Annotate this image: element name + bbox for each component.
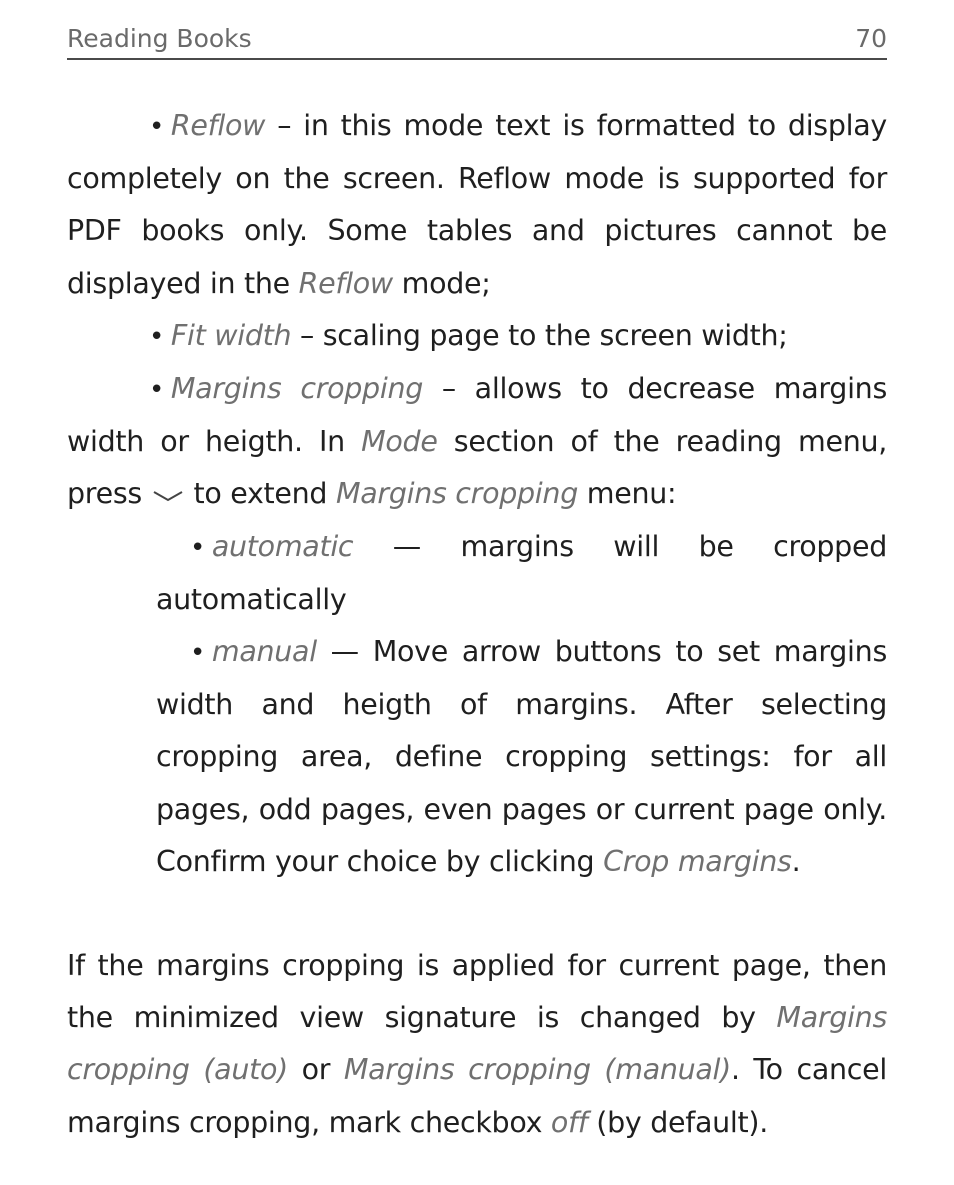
margins-text-2: section of the reading menu, press <box>67 425 888 511</box>
manual-text-end: . <box>791 844 801 878</box>
chevron-down-icon <box>151 485 185 505</box>
automatic-text: — margins will be cropped automatically <box>156 529 887 616</box>
bullet: • <box>190 532 206 563</box>
list-item-reflow <box>67 100 887 310</box>
margins-text-1: – allows to decrease margins width or heigth. In <box>67 372 887 459</box>
manual-page <box>67 0 887 1185</box>
term-margins-cropping: Margins cropping <box>170 372 424 406</box>
bullet: • <box>190 638 206 669</box>
fit-width-text: – scaling page to the screen width; <box>291 318 788 352</box>
bullet: • <box>149 321 165 352</box>
page-header <box>67 22 887 60</box>
term-manual: manual <box>211 635 317 669</box>
sublist-item-automatic <box>156 521 887 626</box>
list-item-margins-cropping <box>67 363 887 521</box>
margins-text-3: to extend <box>184 477 336 511</box>
term-margins-cropping-2: Margins cropping <box>335 477 578 511</box>
manual-text: — Move arrow buttons to set margins width and heigth of margins. After selecting cropping area, define cropping settings: for all pages, odd pages, even pages or current page only. Confirm your choice by clicking <box>156 635 887 878</box>
list-item-fit-width <box>67 310 887 363</box>
margins-text-4: menu: <box>577 477 677 511</box>
info-text-2: or <box>287 1053 344 1087</box>
term-off: off <box>550 1105 588 1139</box>
term-fit-width: Fit width <box>170 318 292 352</box>
term-mode: Mode <box>361 425 438 459</box>
term-margins-manual: Margins cropping (manual) <box>343 1053 731 1087</box>
paragraph-margins-info <box>67 940 887 1149</box>
page-content <box>67 100 887 1149</box>
term-margins-auto: Margins cropping (auto) <box>67 1001 887 1087</box>
info-text-1: If the margins cropping is applied for current page, then the minimized view signature is changed by <box>67 949 887 1035</box>
term-reflow: Reflow <box>170 109 266 142</box>
sublist-item-manual <box>156 626 887 888</box>
term-reflow-2: Reflow <box>298 266 393 300</box>
info-text-3: . To cancel margins cropping, mark checkbox <box>67 1053 887 1139</box>
bullet: • <box>149 112 165 142</box>
term-crop-margins: Crop margins <box>603 844 792 878</box>
reflow-text-end: mode; <box>392 266 491 300</box>
section-title: Reading Books <box>67 24 252 53</box>
reflow-text: – in this mode text is formatted to display completely on the screen. Reflow mode is supported for PDF books only. Some tables and pictures cannot be displayed in the <box>67 109 887 300</box>
bullet: • <box>149 375 165 406</box>
paragraph-spacer <box>67 888 887 940</box>
info-text-4: (by default). <box>587 1105 768 1139</box>
term-automatic: automatic <box>211 529 354 563</box>
page-number: 70 <box>855 24 887 53</box>
